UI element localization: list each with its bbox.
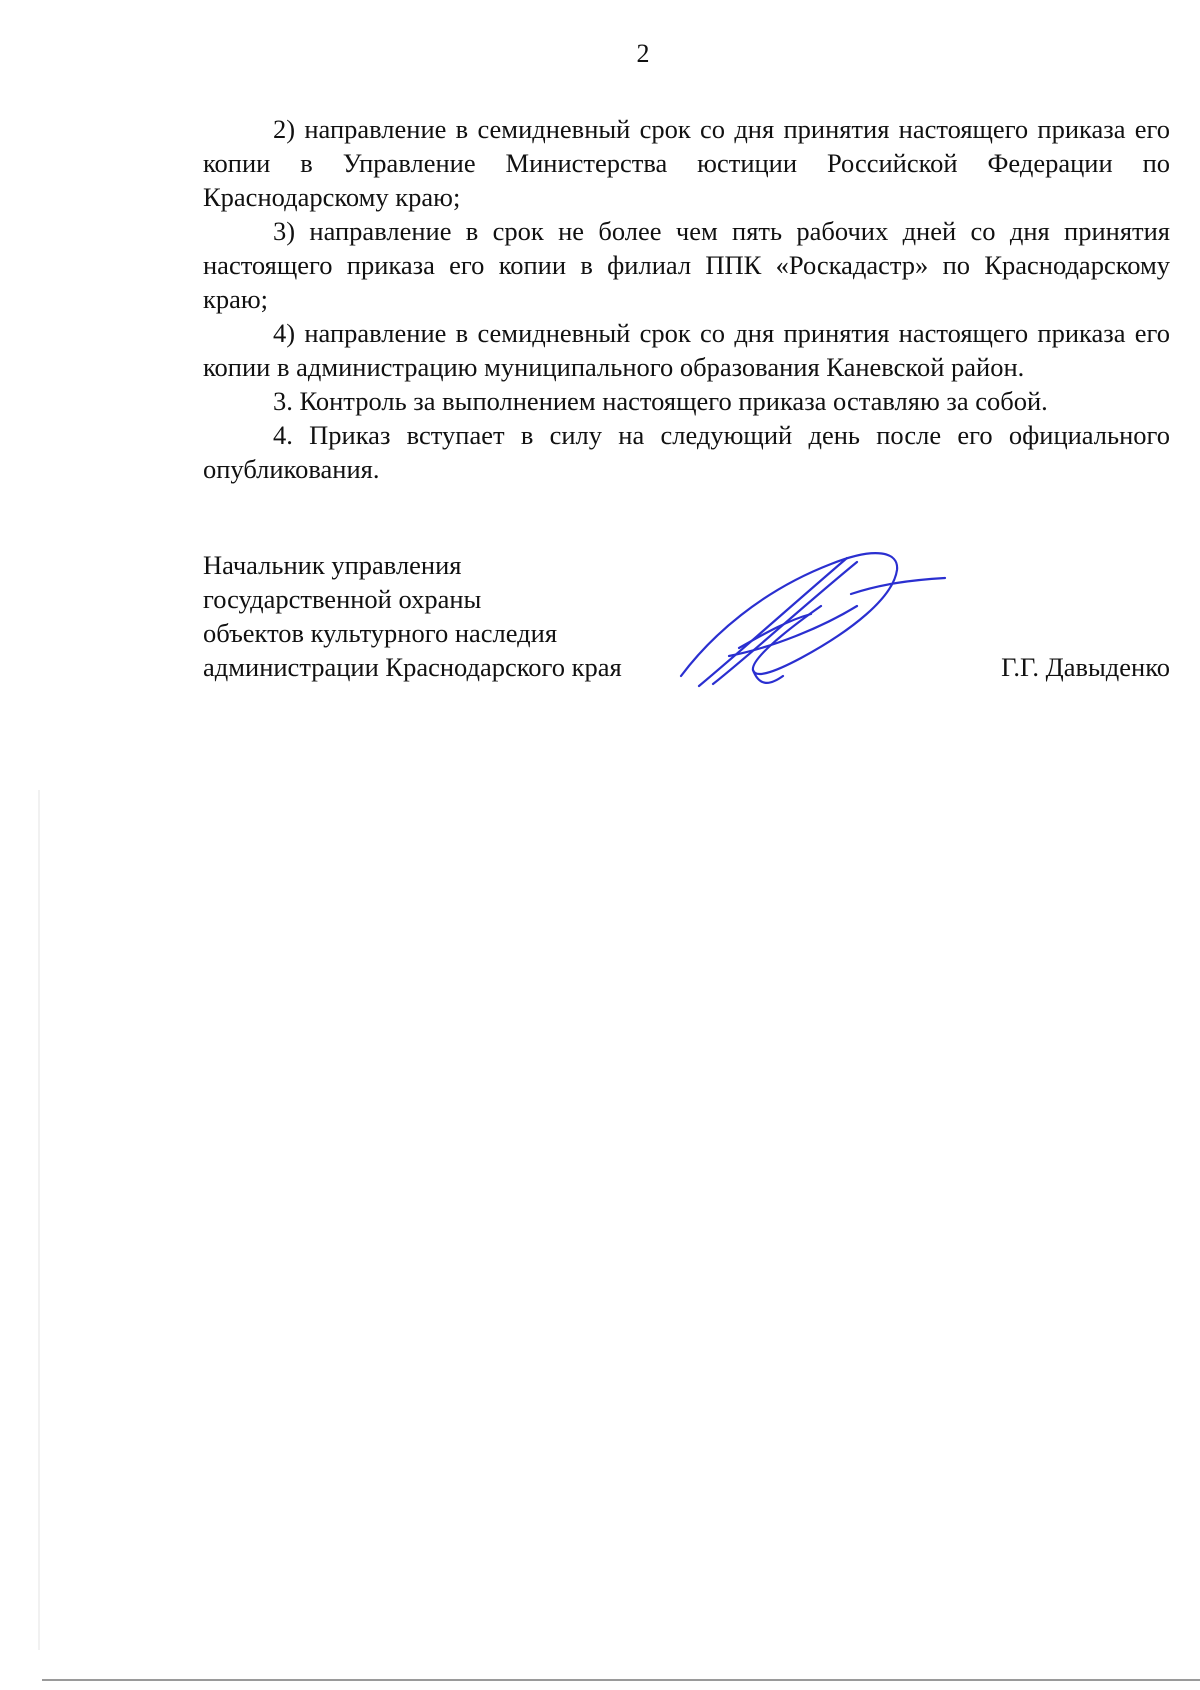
paragraph-effective-date: 4. Приказ вступает в силу на следующий день после его официального опубликования. — [203, 420, 1170, 484]
signer-position-line: Начальник управления — [203, 550, 462, 580]
document-body — [203, 112, 1170, 486]
signer-position — [203, 548, 622, 684]
signer-position-line: государственной охраны — [203, 584, 482, 614]
signer-position-line: администрации Краснодарского края — [203, 652, 622, 682]
paragraph-item-3: 3) направление в срок не более чем пять рабочих дней со дня принятия настоящего приказа его копии в филиал ППК «Роскадастр» по Краснодарскому краю; — [203, 216, 1170, 314]
paragraph-item-2: 2) направление в семидневный срок со дня принятия настоящего приказа его копии в Управление Министерства юстиции Российской Федерации по Краснодарскому краю; — [203, 114, 1170, 212]
scan-edge-mark — [38, 790, 40, 1650]
signer-name: Г.Г. Давыденко — [1001, 652, 1170, 682]
handwritten-signature — [671, 536, 961, 696]
paragraph-control: 3. Контроль за выполнением настоящего приказа оставляю за собой. — [273, 386, 1048, 416]
bottom-scan-line — [42, 1679, 1200, 1681]
paragraph-item-4: 4) направление в семидневный срок со дня принятия настоящего приказа его копии в администрацию муниципального образования Каневской район. — [203, 318, 1170, 382]
signature-block — [203, 548, 1170, 708]
page-number: 2 — [636, 39, 650, 68]
signer-position-line: объектов культурного наследия — [203, 618, 558, 648]
